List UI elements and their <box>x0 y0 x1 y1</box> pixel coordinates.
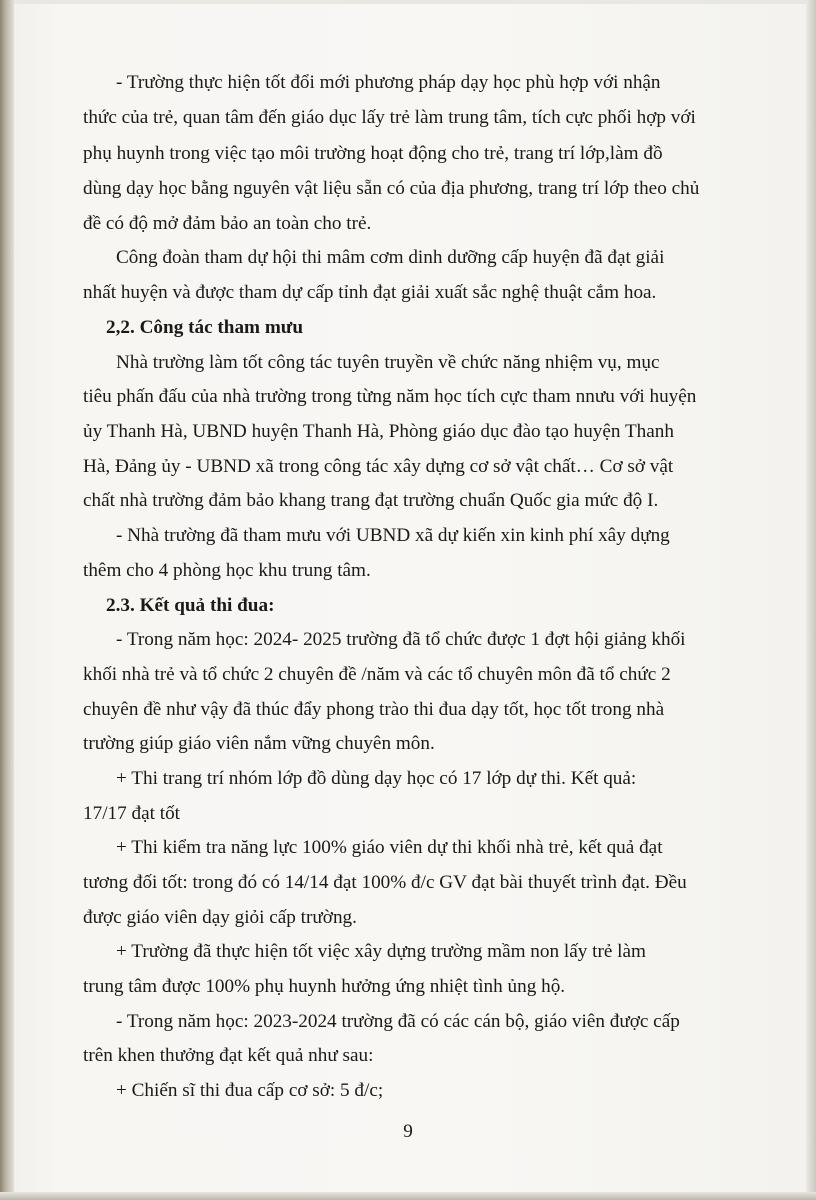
paragraph-line: 17/17 đạt tốt <box>83 803 180 824</box>
paragraph-line: nhất huyện và được tham dự cấp tỉnh đạt giải xuất sắc nghệ thuật cắm hoa. <box>83 282 657 303</box>
paragraph-line: phụ huynh trong việc tạo môi trường hoạt động cho trẻ, trang trí lớp,làm đồ <box>83 143 663 164</box>
paragraph-line: chất nhà trường đảm bảo khang trang đạt trường chuẩn Quốc gia mức độ I. <box>83 490 659 511</box>
paragraph-line: - Trong năm học: 2024- 2025 trường đã tổ chức được 1 đợt hội giảng khối <box>116 629 686 650</box>
paragraph-line: khối nhà trẻ và tổ chức 2 chuyên đề /năm và các tổ chuyên môn đã tổ chức 2 <box>83 664 671 685</box>
paragraph-line: - Nhà trường đã tham mưu với UBND xã dự kiến xin kinh phí xây dựng <box>116 525 670 546</box>
paragraph-line: + Thi kiểm tra năng lực 100% giáo viên dự thi khối nhà trẻ, kết quả đạt <box>116 837 663 858</box>
paragraph-line: trường giúp giáo viên nắm vững chuyên môn. <box>83 733 435 754</box>
paragraph-line: + Thi trang trí nhóm lớp đồ dùng dạy học có 17 lớp dự thi. Kết quả: <box>116 768 637 789</box>
paragraph-line: trung tâm được 100% phụ huynh hưởng ứng nhiệt tình ủng hộ. <box>83 976 566 997</box>
paragraph-line: - Trường thực hiện tốt đổi mới phương pháp dạy học phù hợp với nhận <box>116 72 661 93</box>
paragraph-line: + Chiến sĩ thi đua cấp cơ sở: 5 đ/c; <box>116 1080 384 1101</box>
paragraph-line: + Trường đã thực hiện tốt việc xây dựng trường mầm non lấy trẻ làm <box>116 941 646 962</box>
paragraph-line: chuyên đề như vậy đã thúc đẩy phong trào thi đua dạy tốt, học tốt trong nhà <box>83 699 665 720</box>
paragraph-line: Nhà trường làm tốt công tác tuyên truyền về chức năng nhiệm vụ, mục <box>116 352 660 373</box>
paragraph-line: ủy Thanh Hà, UBND huyện Thanh Hà, Phòng giáo dục đào tạo huyện Thanh <box>83 421 674 442</box>
section-heading: 2.3. Kết quả thi đua: <box>106 595 275 616</box>
page-bottom-edge <box>0 1192 816 1200</box>
section-heading: 2,2. Công tác tham mưu <box>106 317 303 338</box>
paragraph-line: thức của trẻ, quan tâm đến giáo dục lấy trẻ làm trung tâm, tích cực phối hợp với <box>83 107 696 128</box>
paragraph-line: Công đoàn tham dự hội thi mâm cơm dinh dưỡng cấp huyện đã đạt giải <box>116 247 665 268</box>
book-binding-shadow <box>0 0 14 1200</box>
paragraph-line: tiêu phấn đấu của nhà trường trong từng năm học tích cực tham nnưu với huyện <box>83 386 697 407</box>
page-number: 9 <box>403 1121 413 1142</box>
paragraph-line: - Trong năm học: 2023-2024 trường đã có các cán bộ, giáo viên được cấp <box>116 1011 680 1032</box>
paragraph-line: thêm cho 4 phòng học khu trung tâm. <box>83 560 371 581</box>
paragraph-line: trên khen thưởng đạt kết quả như sau: <box>83 1045 374 1066</box>
paragraph-line: Hà, Đảng ủy - UBND xã trong công tác xây dựng cơ sở vật chất… Cơ sở vật <box>83 456 674 477</box>
paragraph-line: dùng dạy học bằng nguyên vật liệu sẵn có của địa phương, trang trí lớp theo chủ <box>83 178 700 199</box>
paragraph-line: tương đối tốt: trong đó có 14/14 đạt 100% đ/c GV đạt bài thuyết trình đạt. Đều <box>83 872 687 893</box>
paragraph-line: đề có độ mở đảm bảo an toàn cho trẻ. <box>83 213 372 234</box>
page-right-edge <box>806 0 816 1200</box>
paragraph-line: được giáo viên dạy giỏi cấp trường. <box>83 907 357 928</box>
